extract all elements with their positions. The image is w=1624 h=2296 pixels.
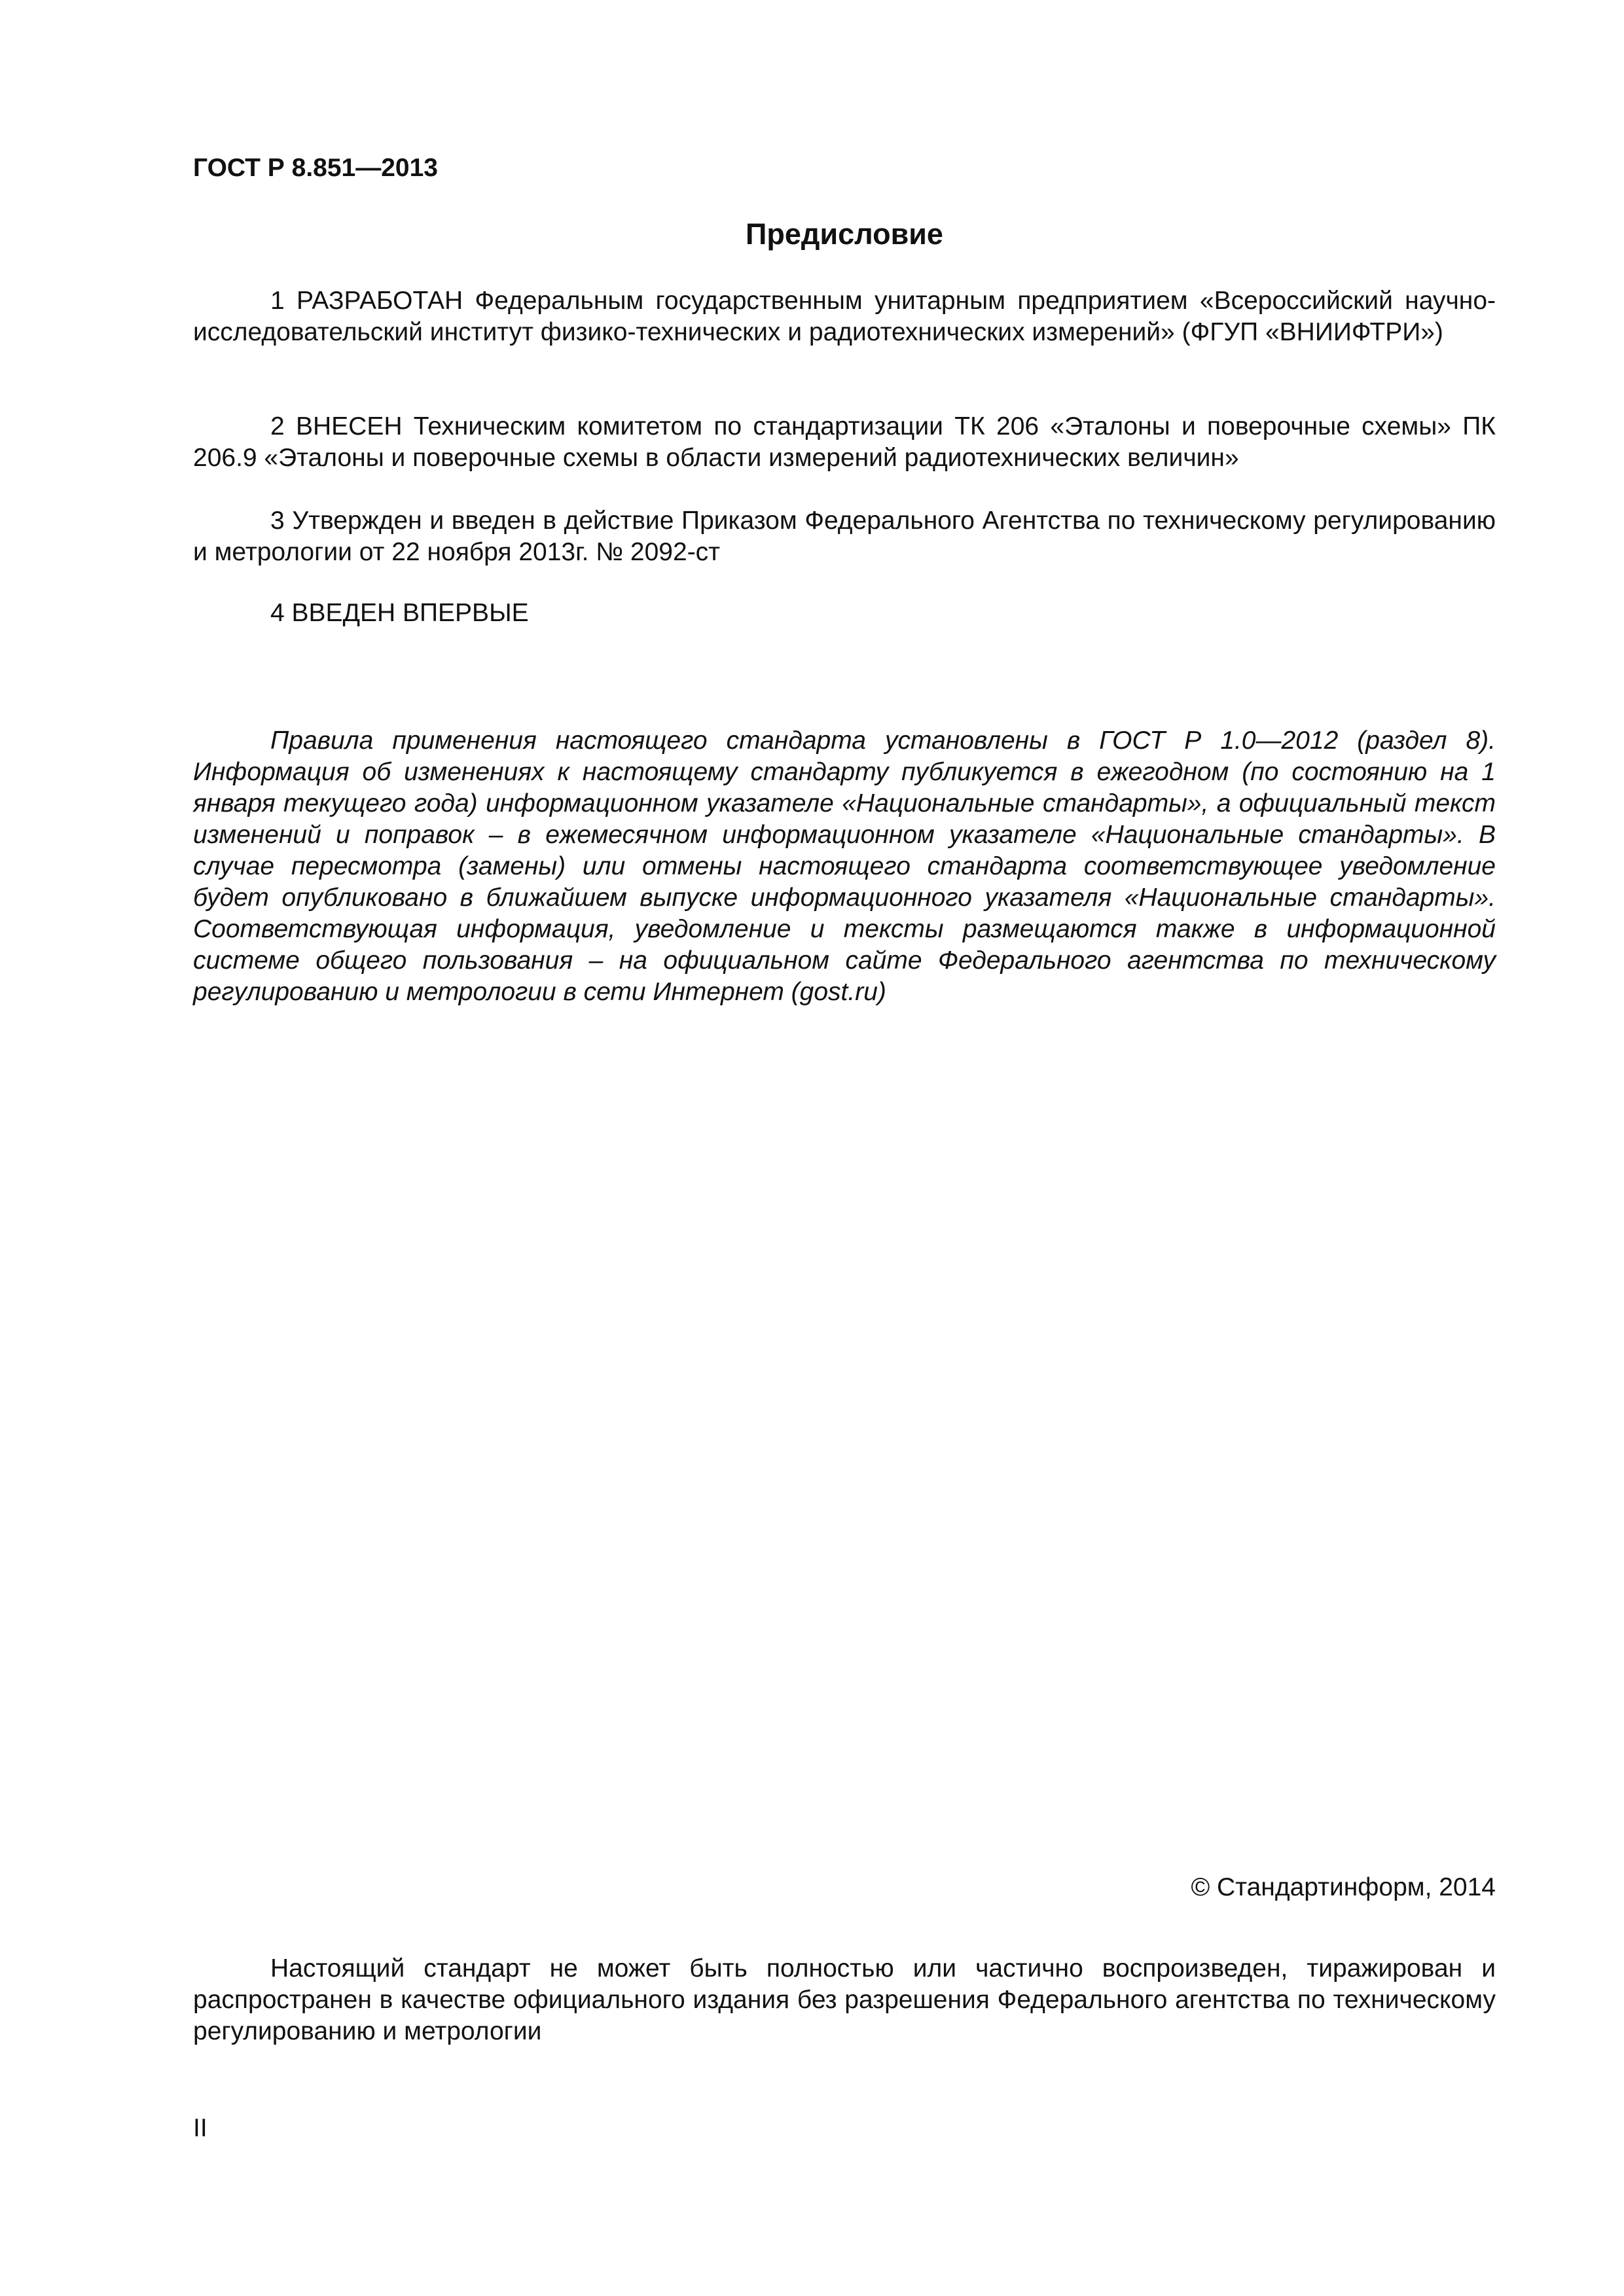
reproduction-notice: Настоящий стандарт не может быть полностью или частично воспроизведен, тиражирован и распространен в качестве официального издания без разрешения Федерального агентства по техническому регулированию и метрологии [193,1954,1496,2045]
page-title: Предисловие [746,217,943,251]
standard-number: ГОСТ Р 8.851—2013 [193,154,438,182]
page-number: II [193,2114,208,2142]
application-rules-notice: Правила применения настоящего стандарта установлены в ГОСТ Р 1.0—2012 (раздел 8). Информация об изменениях к настоящему стандарту публикуется в ежегодном (по состоянию на 1 января текущего года) информационном указателе «Национальные стандарты», а официальный текст изменений и поправок – в ежемесячном информационном указателе «Национальные стандарты». В случае пересмотра (замены) или отмены настоящего стандарта соответствующее уведомление будет опубликовано в ближайшем выпуске информационного указателя «Национальные стандарты». Соответствующая информация, уведомление и тексты размещаются также в информационной системе общего пользования – на официальном сайте Федерального агентства по техническому регулированию и метрологии в сети Интернет (gost.ru) [193,726,1496,1006]
paragraph-developed-by: 1 РАЗРАБОТАН Федеральным государственным унитарным предприятием «Всероссийский научно-исследовательский институт физико-технических и радиотехнических измерений» (ФГУП «ВНИИФТРИ») [193,287,1496,346]
copyright-notice: © Стандартинформ, 2014 [1191,1873,1496,1901]
paragraph-introduced-by: 2 ВНЕСЕН Техническим комитетом по стандартизации ТК 206 «Эталоны и поверочные схемы» ПК 206.9 «Эталоны и поверочные схемы в области измерений радиотехнических величин» [193,412,1496,472]
paragraph-approved: 3 Утвержден и введен в действие Приказом Федерального Агентства по техническому регулированию и метрологии от 22 ноября 2013г. № 2092-ст [193,507,1496,566]
paragraph-first-introduced: 4 ВВЕДЕН ВПЕРВЫЕ [270,599,529,627]
